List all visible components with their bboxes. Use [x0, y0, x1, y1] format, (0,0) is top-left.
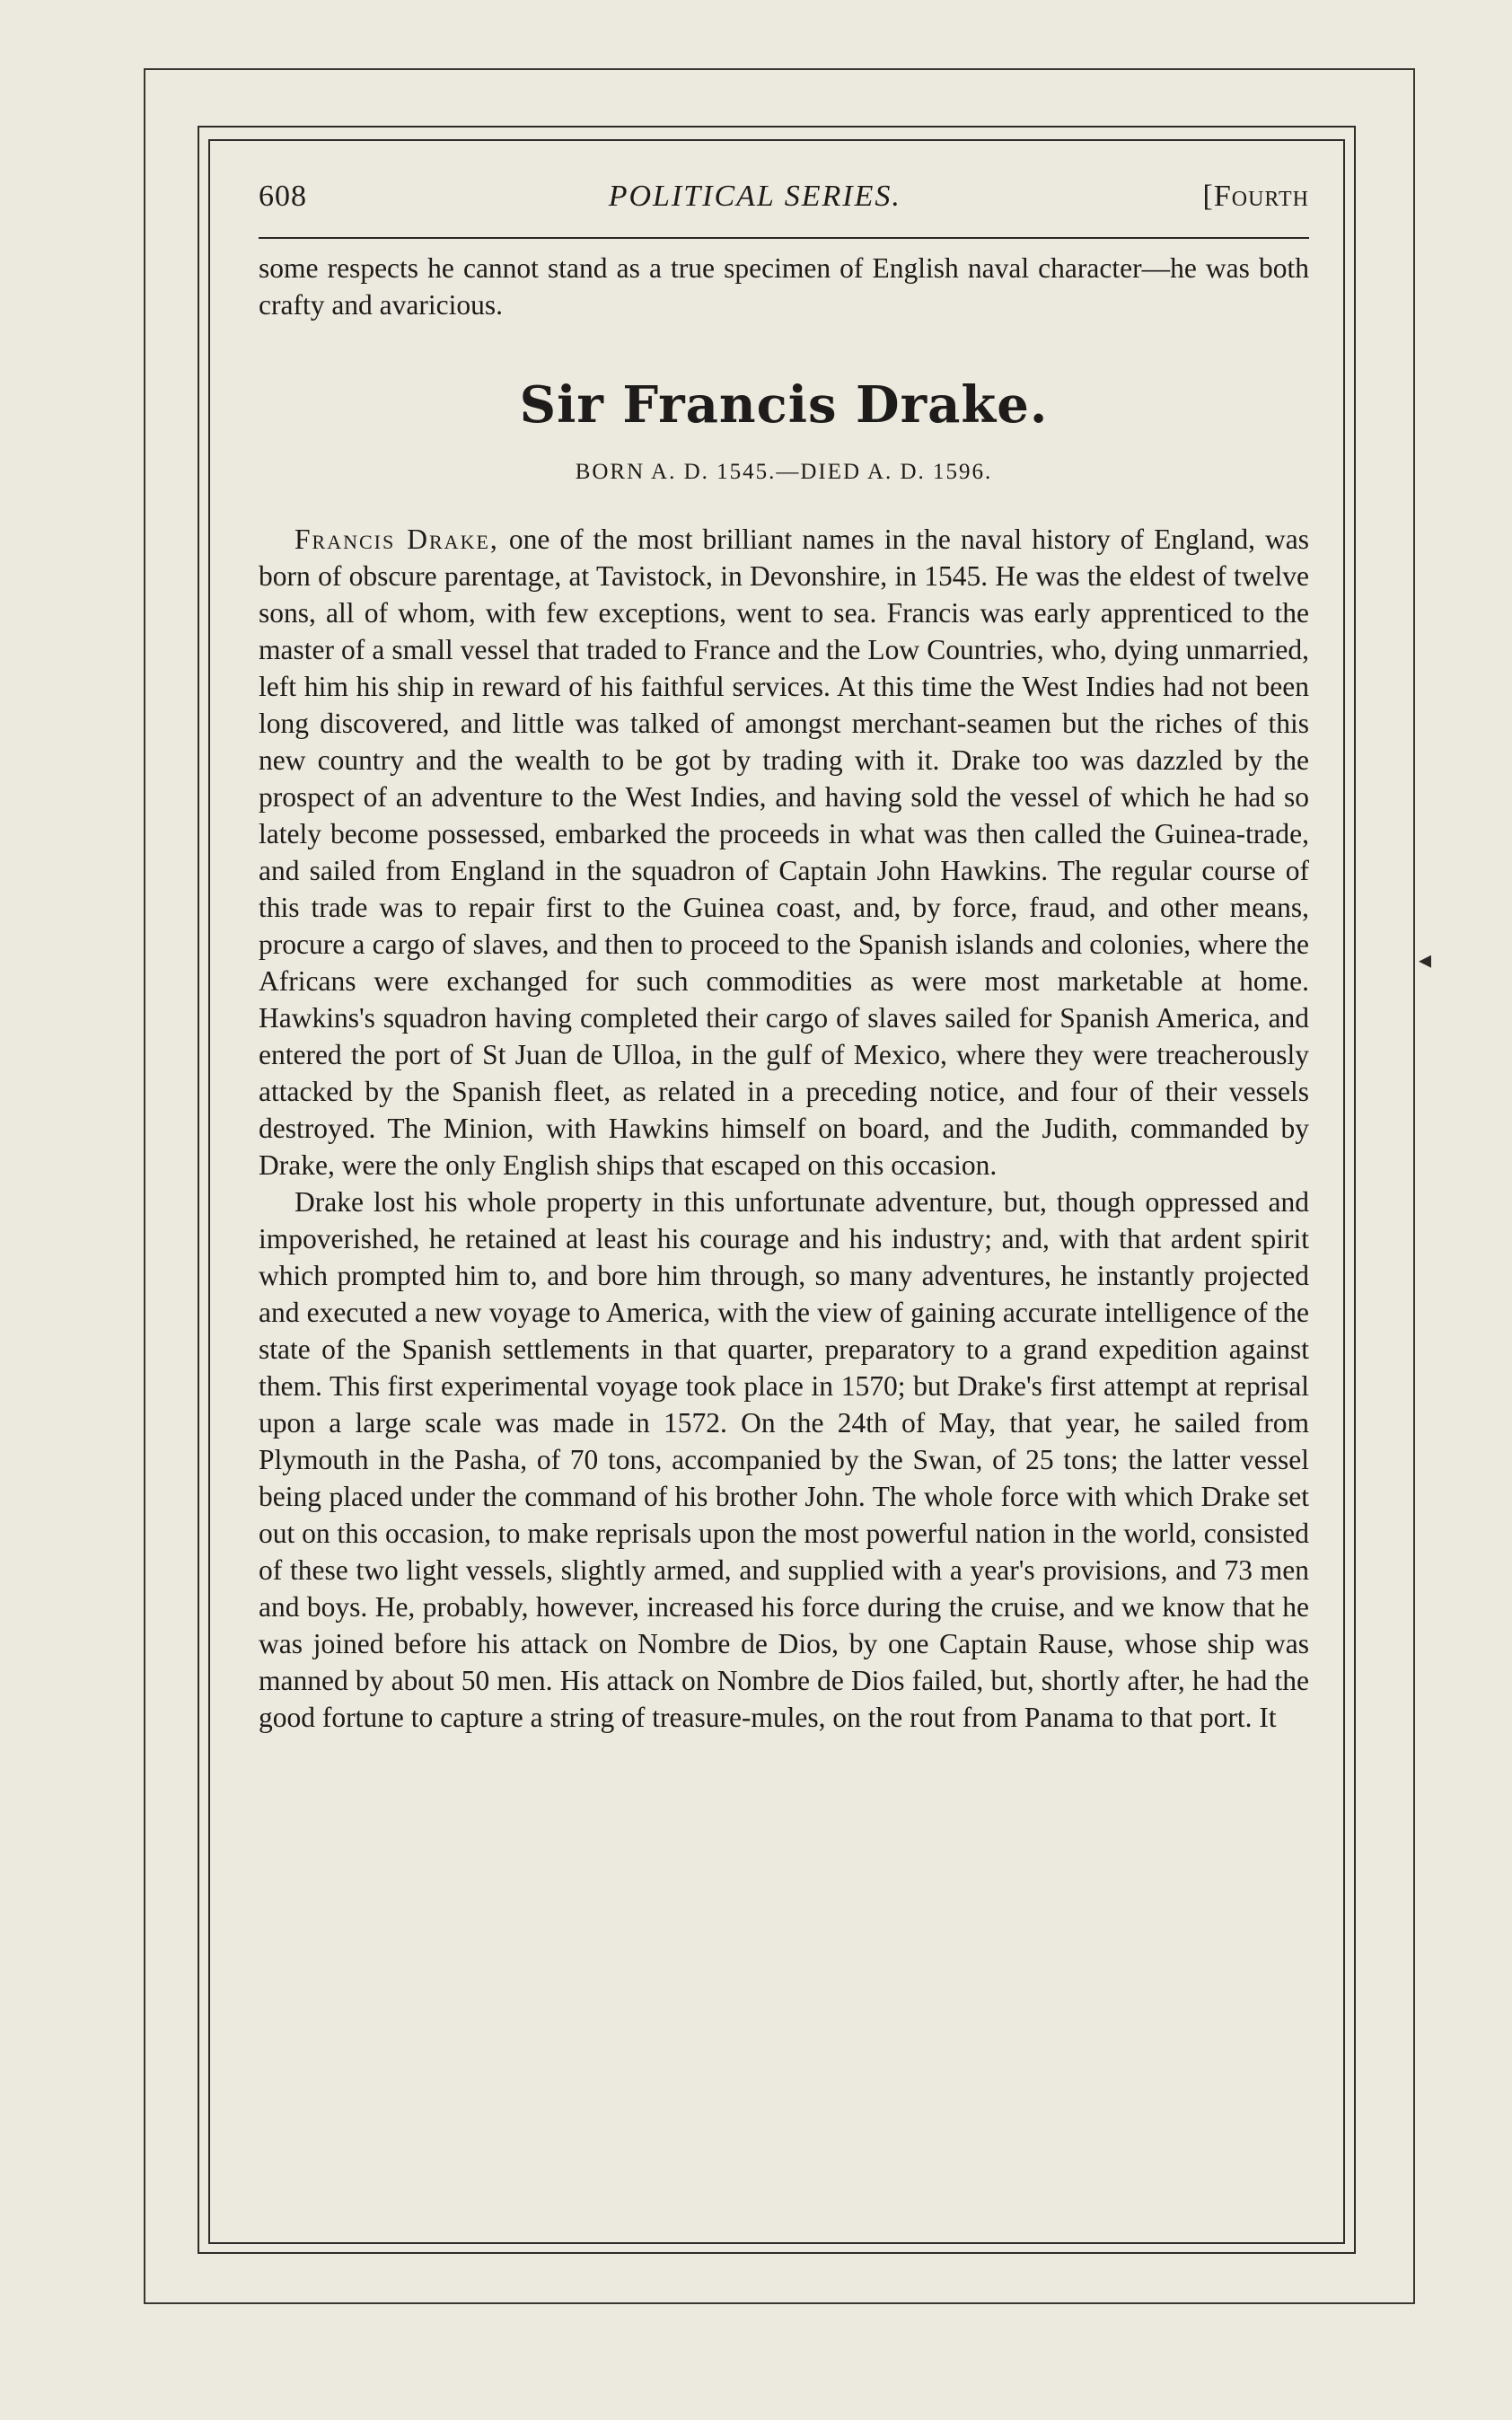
margin-mark-icon: ◂ — [1419, 946, 1432, 974]
body-paragraph-1 — [259, 521, 1309, 1184]
page-content — [259, 180, 1309, 1736]
article-title: Sir Francis Drake. — [519, 375, 1049, 435]
body-paragraph-2: Drake lost his whole property in this unfortunate adventure, but, though oppressed and impoverished, he retained at least his courage and his industry; and, with that ardent spirit which prompted him to, and bore him through, so many adventures, he instantly projected and executed a new voyage to America, with the view of gaining accurate intelligence of the state of the Spanish settlements in that quarter, preparatory to a grand expedition against them. This first experimental voyage took place in 1570; but Drake's first attempt at reprisal upon a large scale was made in 1572. On the 24th of May, that year, he sailed from Plymouth in the Pasha, of 70 tons, accompanied by the Swan, of 25 tons; the latter vessel being placed under the command of his brother John. The whole force with which Drake set out on this occasion, to make reprisals upon the most powerful nation in the world, consisted of these two light vessels, slightly armed, and supplied with a year's provisions, and 73 men and boys. He, probably, however, increased his force during the cruise, and we know that he was joined before his attack on Nombre de Dios, by one Captain Rause, whose ship was manned by about 50 men. His attack on Nombre de Dios failed, but, shortly after, he had the good fortune to capture a string of treasure-mules, on the rout from Panama to that port. It — [259, 1186, 1309, 1733]
page-number: 608 — [259, 180, 307, 213]
series-title: POLITICAL SERIES. — [608, 180, 901, 213]
running-head — [259, 180, 1309, 219]
paragraph-1-text: one of the most brilliant names in the naval history of England, was born of obscure parentage, at Tavistock, in Devonshire, in 1545. He was the eldest of twelve sons, all of whom, with few exceptions, went to sea. Francis was early apprenticed to the master of a small vessel that traded to France and the Low Countries, who, dying unmarried, left him his ship in reward of his faithful services. At this time the West Indies had not been long discovered, and little was talked of amongst merchant-seamen but the riches of this new country and the wealth to be got by trading with it. Drake too was dazzled by the prospect of an adventure to the West Indies, and having sold the vessel of which he had so lately become possessed, embarked the proceeds in what was then called the Guinea-trade, and sailed from England in the squadron of Captain John Hawkins. The regular course of this trade was to repair first to the Guinea coast, and, by force, fraud, and other means, procure a cargo of slaves, and then to proceed to the Spanish islands and colonies, where the Africans were exchanged for such commodities as were most marketable at home. Hawkins's squadron having completed their cargo of slaves sailed for Spanish America, and entered the port of St Juan de Ulloa, in the gulf of Mexico, where they were treacherously attacked by the Spanish fleet, as related in a preceding notice, and four of their vessels destroyed. The Minion, with Hawkins himself on board, and the Judith, commanded by Drake, were the only English ships that escaped on this occasion. — [259, 524, 1309, 1181]
header-rule — [259, 237, 1309, 239]
opening-words: Francis Drake, — [294, 524, 499, 555]
lead-paragraph: some respects he cannot stand as a true specimen of English naval character—he was both crafty and avaricious. — [259, 252, 1309, 321]
part-label: [Fourth — [1202, 180, 1309, 213]
article-dates: BORN A. D. 1545.—DIED A. D. 1596. — [575, 460, 993, 484]
